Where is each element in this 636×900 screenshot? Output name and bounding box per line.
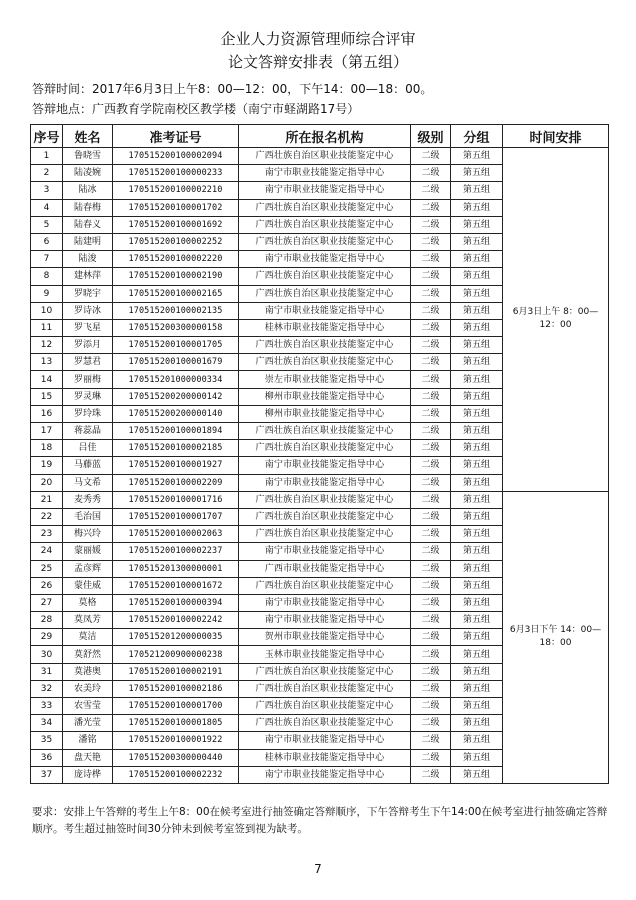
row-seq: 7 xyxy=(31,251,63,268)
row-level: 二级 xyxy=(411,629,451,646)
row-group: 第五组 xyxy=(451,715,503,732)
row-org: 广西壮族自治区职业技能鉴定中心 xyxy=(239,199,411,216)
row-level: 二级 xyxy=(411,440,451,457)
row-group: 第五组 xyxy=(451,285,503,302)
row-seq: 2 xyxy=(31,165,63,182)
defense-time-value: 2017年6月3日上午8：00—12：00，下午14：00—18：00。 xyxy=(92,82,433,96)
row-level: 二级 xyxy=(411,594,451,611)
row-org: 广西壮族自治区职业技能鉴定中心 xyxy=(239,698,411,715)
row-group: 第五组 xyxy=(451,251,503,268)
row-seq: 19 xyxy=(31,457,63,474)
row-group: 第五组 xyxy=(451,680,503,697)
row-name: 农美玲 xyxy=(63,680,113,697)
row-group: 第五组 xyxy=(451,457,503,474)
row-org: 广西壮族自治区职业技能鉴定中心 xyxy=(239,680,411,697)
row-exam-id: 170515201300000001 xyxy=(113,560,239,577)
row-org: 广西壮族自治区职业技能鉴定中心 xyxy=(239,577,411,594)
row-exam-id: 170515200100001805 xyxy=(113,715,239,732)
row-group: 第五组 xyxy=(451,560,503,577)
row-exam-id: 170515200100002237 xyxy=(113,543,239,560)
row-org: 南宁市职业技能鉴定指导中心 xyxy=(239,612,411,629)
row-org: 桂林市职业技能鉴定指导中心 xyxy=(239,749,411,766)
row-seq: 21 xyxy=(31,491,63,508)
row-group: 第五组 xyxy=(451,319,503,336)
row-seq: 6 xyxy=(31,233,63,250)
row-org: 崇左市职业技能鉴定指导中心 xyxy=(239,371,411,388)
row-org: 南宁市职业技能鉴定指导中心 xyxy=(239,732,411,749)
row-org: 广西市职业技能鉴定指导中心 xyxy=(239,560,411,577)
row-org: 广西壮族自治区职业技能鉴定中心 xyxy=(239,148,411,165)
row-level: 二级 xyxy=(411,474,451,491)
row-name: 罗飞星 xyxy=(63,319,113,336)
row-org: 柳州市职业技能鉴定指导中心 xyxy=(239,388,411,405)
row-exam-id: 170515200100002185 xyxy=(113,440,239,457)
row-name: 潘铭 xyxy=(63,732,113,749)
row-org: 贺州市职业技能鉴定指导中心 xyxy=(239,629,411,646)
row-group: 第五组 xyxy=(451,629,503,646)
defense-time xyxy=(32,80,432,97)
row-seq: 28 xyxy=(31,612,63,629)
row-org: 南宁市职业技能鉴定指导中心 xyxy=(239,182,411,199)
row-group: 第五组 xyxy=(451,388,503,405)
row-org: 南宁市职业技能鉴定指导中心 xyxy=(239,165,411,182)
row-seq: 12 xyxy=(31,337,63,354)
row-seq: 30 xyxy=(31,646,63,663)
row-name: 罗玲珠 xyxy=(63,405,113,422)
table-body xyxy=(31,148,609,784)
row-exam-id: 170515200100002186 xyxy=(113,680,239,697)
row-seq: 22 xyxy=(31,508,63,525)
row-org: 广西壮族自治区职业技能鉴定中心 xyxy=(239,233,411,250)
row-level: 二级 xyxy=(411,319,451,336)
row-exam-id: 170515200100001922 xyxy=(113,732,239,749)
row-level: 二级 xyxy=(411,268,451,285)
row-name: 罗丽梅 xyxy=(63,371,113,388)
row-group: 第五组 xyxy=(451,182,503,199)
row-exam-id: 170515200300000158 xyxy=(113,319,239,336)
row-org: 南宁市职业技能鉴定指导中心 xyxy=(239,457,411,474)
table-row xyxy=(31,148,609,165)
row-group: 第五组 xyxy=(451,233,503,250)
row-seq: 14 xyxy=(31,371,63,388)
defense-time-label: 答辩时间： xyxy=(32,82,93,96)
row-group: 第五组 xyxy=(451,526,503,543)
row-name: 鲁晓雪 xyxy=(63,148,113,165)
row-level: 二级 xyxy=(411,560,451,577)
row-seq: 9 xyxy=(31,285,63,302)
row-name: 毛治国 xyxy=(63,508,113,525)
row-exam-id: 170515200100001700 xyxy=(113,698,239,715)
row-exam-id: 170515200100001927 xyxy=(113,457,239,474)
row-group: 第五组 xyxy=(451,337,503,354)
row-name: 麦秀秀 xyxy=(63,491,113,508)
row-level: 二级 xyxy=(411,337,451,354)
row-seq: 3 xyxy=(31,182,63,199)
row-seq: 11 xyxy=(31,319,63,336)
row-exam-id: 170515200100002220 xyxy=(113,251,239,268)
row-level: 二级 xyxy=(411,457,451,474)
row-level: 二级 xyxy=(411,526,451,543)
row-group: 第五组 xyxy=(451,268,503,285)
header-org: 所在报名机构 xyxy=(239,125,411,148)
row-exam-id: 170515200100001705 xyxy=(113,337,239,354)
row-org: 南宁市职业技能鉴定指导中心 xyxy=(239,474,411,491)
row-level: 二级 xyxy=(411,148,451,165)
row-level: 二级 xyxy=(411,680,451,697)
row-level: 二级 xyxy=(411,732,451,749)
row-name: 莫舒然 xyxy=(63,646,113,663)
row-level: 二级 xyxy=(411,749,451,766)
row-name: 罗慧君 xyxy=(63,354,113,371)
row-level: 二级 xyxy=(411,698,451,715)
row-seq: 16 xyxy=(31,405,63,422)
row-org: 广西壮族自治区职业技能鉴定中心 xyxy=(239,354,411,371)
document-title: 企业人力资源管理师综合评审 xyxy=(220,30,416,48)
row-name: 马文希 xyxy=(63,474,113,491)
row-group: 第五组 xyxy=(451,371,503,388)
row-org: 玉林市职业技能鉴定指导中心 xyxy=(239,646,411,663)
row-name: 孟彦辉 xyxy=(63,560,113,577)
row-level: 二级 xyxy=(411,302,451,319)
row-group: 第五组 xyxy=(451,423,503,440)
page-number: 7 xyxy=(314,862,322,876)
row-seq: 20 xyxy=(31,474,63,491)
row-exam-id: 170515200100001707 xyxy=(113,508,239,525)
row-org: 广西壮族自治区职业技能鉴定中心 xyxy=(239,216,411,233)
row-name: 梅兴玲 xyxy=(63,526,113,543)
defense-place xyxy=(32,100,359,117)
row-exam-id: 170515200100002094 xyxy=(113,148,239,165)
row-seq: 31 xyxy=(31,663,63,680)
row-level: 二级 xyxy=(411,577,451,594)
header-group: 分组 xyxy=(451,125,503,148)
row-group: 第五组 xyxy=(451,663,503,680)
row-level: 二级 xyxy=(411,371,451,388)
row-org: 南宁市职业技能鉴定指导中心 xyxy=(239,302,411,319)
row-group: 第五组 xyxy=(451,577,503,594)
row-seq: 29 xyxy=(31,629,63,646)
row-level: 二级 xyxy=(411,251,451,268)
row-org: 广西壮族自治区职业技能鉴定中心 xyxy=(239,715,411,732)
row-group: 第五组 xyxy=(451,612,503,629)
row-level: 二级 xyxy=(411,199,451,216)
row-seq: 5 xyxy=(31,216,63,233)
row-name: 盘天艳 xyxy=(63,749,113,766)
row-org: 广西壮族自治区职业技能鉴定中心 xyxy=(239,440,411,457)
row-name: 陆春梅 xyxy=(63,199,113,216)
row-name: 蒙丽媛 xyxy=(63,543,113,560)
row-group: 第五组 xyxy=(451,749,503,766)
row-seq: 33 xyxy=(31,698,63,715)
row-exam-id: 170515200100001894 xyxy=(113,423,239,440)
row-level: 二级 xyxy=(411,766,451,783)
row-name: 罗诗冰 xyxy=(63,302,113,319)
row-name: 莫洁 xyxy=(63,629,113,646)
row-name: 莫格 xyxy=(63,594,113,611)
header-seq: 序号 xyxy=(31,125,63,148)
row-time-slot: 6月3日上午 8：00—12：00 xyxy=(503,148,609,492)
row-level: 二级 xyxy=(411,612,451,629)
schedule-table xyxy=(30,124,609,784)
row-exam-id: 170515200300000440 xyxy=(113,749,239,766)
row-group: 第五组 xyxy=(451,440,503,457)
row-name: 马藤蓝 xyxy=(63,457,113,474)
row-level: 二级 xyxy=(411,543,451,560)
header-name: 姓名 xyxy=(63,125,113,148)
row-name: 蒋蕊晶 xyxy=(63,423,113,440)
row-org: 柳州市职业技能鉴定指导中心 xyxy=(239,405,411,422)
row-exam-id: 170515200100002190 xyxy=(113,268,239,285)
row-level: 二级 xyxy=(411,165,451,182)
row-name: 陆浚 xyxy=(63,251,113,268)
row-exam-id: 170515200100001702 xyxy=(113,199,239,216)
row-exam-id: 170515200100001679 xyxy=(113,354,239,371)
row-exam-id: 170515201000000334 xyxy=(113,371,239,388)
row-exam-id: 170515200100000394 xyxy=(113,594,239,611)
defense-place-value: 广西教育学院南校区教学楼（南宁市蛏湖路17号） xyxy=(92,102,360,116)
row-name: 罗添月 xyxy=(63,337,113,354)
row-level: 二级 xyxy=(411,354,451,371)
row-group: 第五组 xyxy=(451,148,503,165)
row-seq: 10 xyxy=(31,302,63,319)
row-name: 潘光莹 xyxy=(63,715,113,732)
row-exam-id: 170515200100002135 xyxy=(113,302,239,319)
row-level: 二级 xyxy=(411,388,451,405)
row-name: 蒙佳威 xyxy=(63,577,113,594)
row-group: 第五组 xyxy=(451,732,503,749)
row-group: 第五组 xyxy=(451,302,503,319)
row-name: 陆建明 xyxy=(63,233,113,250)
row-level: 二级 xyxy=(411,715,451,732)
row-seq: 34 xyxy=(31,715,63,732)
row-org: 广西壮族自治区职业技能鉴定中心 xyxy=(239,337,411,354)
row-name: 吕佳 xyxy=(63,440,113,457)
row-exam-id: 170515201200000035 xyxy=(113,629,239,646)
row-org: 南宁市职业技能鉴定指导中心 xyxy=(239,251,411,268)
row-seq: 13 xyxy=(31,354,63,371)
row-name: 罗灵琳 xyxy=(63,388,113,405)
row-seq: 35 xyxy=(31,732,63,749)
row-exam-id: 170515200100002165 xyxy=(113,285,239,302)
row-level: 二级 xyxy=(411,405,451,422)
row-group: 第五组 xyxy=(451,216,503,233)
row-org: 广西壮族自治区职业技能鉴定中心 xyxy=(239,526,411,543)
document-subtitle: 论文答辩安排表（第五组） xyxy=(227,53,408,71)
row-seq: 17 xyxy=(31,423,63,440)
row-level: 二级 xyxy=(411,646,451,663)
row-seq: 18 xyxy=(31,440,63,457)
row-org: 南宁市职业技能鉴定指导中心 xyxy=(239,766,411,783)
row-group: 第五组 xyxy=(451,405,503,422)
row-seq: 25 xyxy=(31,560,63,577)
table-row xyxy=(31,491,609,508)
row-exam-id: 170515200100002209 xyxy=(113,474,239,491)
row-exam-id: 170515200100001692 xyxy=(113,216,239,233)
row-group: 第五组 xyxy=(451,165,503,182)
row-org: 南宁市职业技能鉴定指导中心 xyxy=(239,543,411,560)
row-seq: 1 xyxy=(31,148,63,165)
row-exam-id: 170515200100002063 xyxy=(113,526,239,543)
row-exam-id: 170515200100002232 xyxy=(113,766,239,783)
row-seq: 32 xyxy=(31,680,63,697)
row-group: 第五组 xyxy=(451,543,503,560)
defense-place-label: 答辩地点： xyxy=(32,102,93,116)
row-seq: 23 xyxy=(31,526,63,543)
row-exam-id: 170515200100002210 xyxy=(113,182,239,199)
header-exam-id: 准考证号 xyxy=(113,125,239,148)
row-group: 第五组 xyxy=(451,199,503,216)
row-name: 莫凤芳 xyxy=(63,612,113,629)
row-exam-id: 170515200100002252 xyxy=(113,233,239,250)
row-name: 庞诗桦 xyxy=(63,766,113,783)
row-org: 广西壮族自治区职业技能鉴定中心 xyxy=(239,285,411,302)
row-exam-id: 170515200100002242 xyxy=(113,612,239,629)
row-exam-id: 170515200200000142 xyxy=(113,388,239,405)
row-exam-id: 170515200200000140 xyxy=(113,405,239,422)
row-group: 第五组 xyxy=(451,766,503,783)
row-seq: 27 xyxy=(31,594,63,611)
row-org: 广西壮族自治区职业技能鉴定中心 xyxy=(239,491,411,508)
row-group: 第五组 xyxy=(451,491,503,508)
row-org: 广西壮族自治区职业技能鉴定中心 xyxy=(239,663,411,680)
table-header-row xyxy=(31,125,609,148)
row-exam-id: 170515200100000233 xyxy=(113,165,239,182)
row-group: 第五组 xyxy=(451,698,503,715)
row-exam-id: 170515200100002191 xyxy=(113,663,239,680)
row-level: 二级 xyxy=(411,663,451,680)
row-org: 南宁市职业技能鉴定指导中心 xyxy=(239,594,411,611)
row-seq: 37 xyxy=(31,766,63,783)
row-level: 二级 xyxy=(411,233,451,250)
row-org: 广西壮族自治区职业技能鉴定中心 xyxy=(239,423,411,440)
footer-note: 要求：安排上午答辩的考生上午8：00在候考室进行抽签确定答辩顺序，下午答辩考生下午14:00在候考室进行抽签确定答辩顺序。考生超过抽签时间30分钟未到候考室签到视为缺考。 xyxy=(32,806,608,835)
row-group: 第五组 xyxy=(451,508,503,525)
row-level: 二级 xyxy=(411,182,451,199)
row-level: 二级 xyxy=(411,285,451,302)
row-seq: 8 xyxy=(31,268,63,285)
row-level: 二级 xyxy=(411,423,451,440)
row-seq: 4 xyxy=(31,199,63,216)
row-org: 广西壮族自治区职业技能鉴定中心 xyxy=(239,508,411,525)
row-name: 莫港奥 xyxy=(63,663,113,680)
row-level: 二级 xyxy=(411,491,451,508)
header-level: 级别 xyxy=(411,125,451,148)
row-name: 陆凌婉 xyxy=(63,165,113,182)
row-exam-id: 170521200900000238 xyxy=(113,646,239,663)
row-exam-id: 170515200100001716 xyxy=(113,491,239,508)
row-org: 桂林市职业技能鉴定指导中心 xyxy=(239,319,411,336)
row-time-slot: 6月3日下午 14：00—18：00 xyxy=(503,491,609,783)
row-name: 陆春义 xyxy=(63,216,113,233)
row-level: 二级 xyxy=(411,508,451,525)
row-exam-id: 170515200100001672 xyxy=(113,577,239,594)
row-group: 第五组 xyxy=(451,474,503,491)
row-group: 第五组 xyxy=(451,354,503,371)
row-name: 陆冰 xyxy=(63,182,113,199)
row-name: 建林萍 xyxy=(63,268,113,285)
row-seq: 15 xyxy=(31,388,63,405)
row-level: 二级 xyxy=(411,216,451,233)
row-seq: 24 xyxy=(31,543,63,560)
row-name: 农雪莹 xyxy=(63,698,113,715)
row-name: 罗晓宇 xyxy=(63,285,113,302)
row-group: 第五组 xyxy=(451,594,503,611)
row-org: 广西壮族自治区职业技能鉴定中心 xyxy=(239,268,411,285)
header-time: 时间安排 xyxy=(503,125,609,148)
row-group: 第五组 xyxy=(451,646,503,663)
row-seq: 26 xyxy=(31,577,63,594)
row-seq: 36 xyxy=(31,749,63,766)
